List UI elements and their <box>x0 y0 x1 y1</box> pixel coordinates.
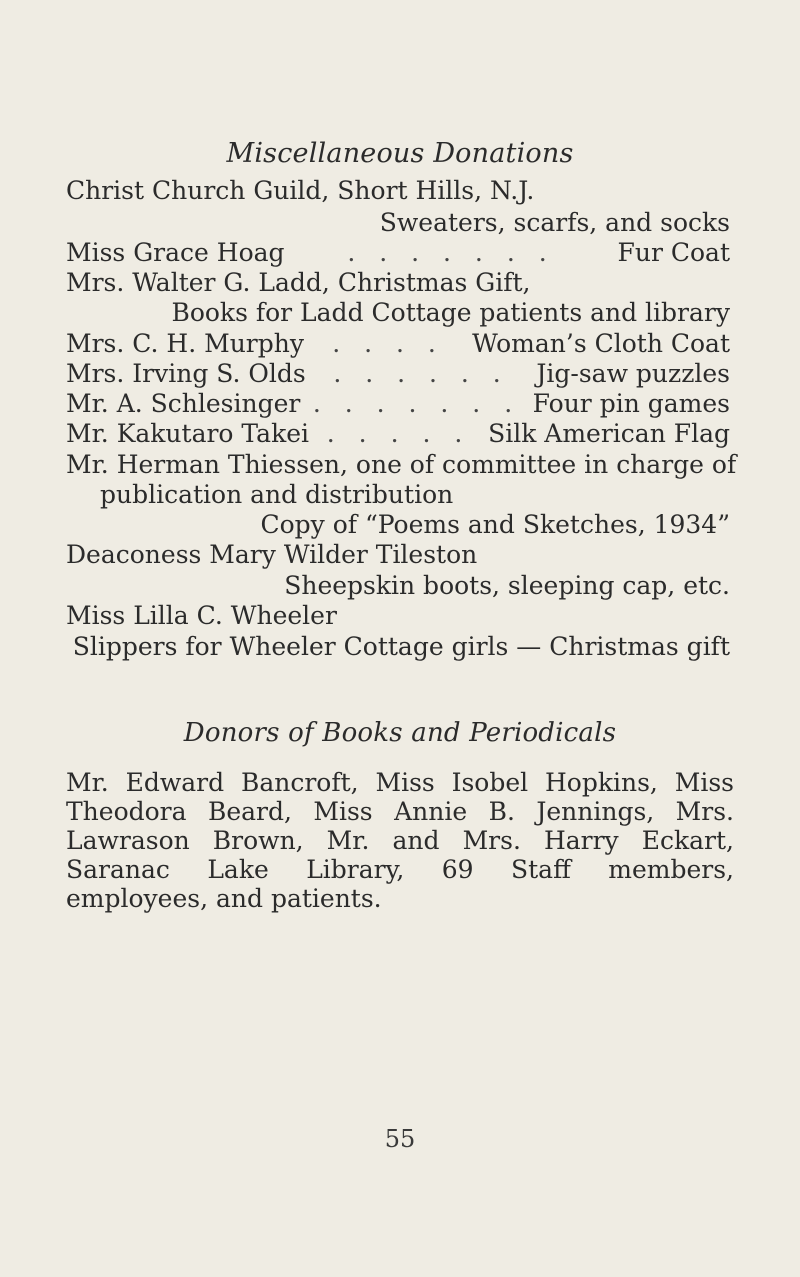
leader-dots: . . . . . . . <box>347 240 555 265</box>
donation-ladd-items: Books for Ladd Cottage patients and library <box>171 298 730 327</box>
donor-name: Mr. Kakutaro Takei <box>66 419 310 448</box>
donation-item: Silk American Flag <box>488 419 730 448</box>
donation-wheeler-item: Slippers for Wheeler Cottage girls — Christmas gift <box>72 632 730 661</box>
donor-christ-church: Christ Church Guild, Short Hills, N.J. <box>66 176 535 205</box>
page-title: Miscellaneous Donations <box>226 138 574 169</box>
leader-dots: . . . . . . . <box>312 391 521 416</box>
donation-row-murphy <box>66 331 730 356</box>
donor-thiessen-line-2: publication and distribution <box>100 480 454 509</box>
donation-row-schlesinger <box>66 391 730 416</box>
donation-item: Jig-saw puzzles <box>536 359 730 388</box>
donation-item: Four pin games <box>532 389 730 418</box>
donor-thiessen-line-1: Mr. Herman Thiessen, one of committee in charge of <box>66 450 737 479</box>
donation-thiessen-item: Copy of “Poems and Sketches, 1934” <box>260 510 730 539</box>
donation-row-olds <box>66 361 730 386</box>
books-donors-paragraph: Mr. Edward Bancroft, Miss Isobel Hopkins, Miss Theodora Beard, Miss Annie B. Jennings, Mrs. Lawrason Brown, Mr. and Mrs. Harry Eckart, Saranac Lake Library, 69 Staff members, employees, and patients. <box>66 768 734 913</box>
donor-wheeler: Miss Lilla C. Wheeler <box>66 601 337 630</box>
leader-dots: . . . . . <box>326 421 471 446</box>
donation-christ-church-items: Sweaters, scarfs, and socks <box>379 208 730 237</box>
donor-name: Mr. A. Schlesinger <box>66 389 301 418</box>
section-title-books: Donors of Books and Periodicals <box>183 718 617 748</box>
donation-tileston-item: Sheepskin boots, sleeping cap, etc. <box>284 571 730 600</box>
donation-row-takei <box>66 421 730 446</box>
donor-name: Mrs. C. H. Murphy <box>66 329 304 358</box>
donation-item: Woman’s Cloth Coat <box>472 329 730 358</box>
page-number: 55 <box>384 1125 416 1153</box>
leader-dots: . . . . <box>332 331 444 356</box>
donor-name: Miss Grace Hoag <box>66 238 285 267</box>
donor-name: Mrs. Irving S. Olds <box>66 359 306 388</box>
donation-item: Fur Coat <box>617 238 730 267</box>
leader-dots: . . . . . . <box>333 361 509 386</box>
donor-tileston: Deaconess Mary Wilder Tileston <box>66 540 478 569</box>
donor-ladd: Mrs. Walter G. Ladd, Christmas Gift, <box>66 268 531 297</box>
donation-row-hoag <box>66 240 730 265</box>
